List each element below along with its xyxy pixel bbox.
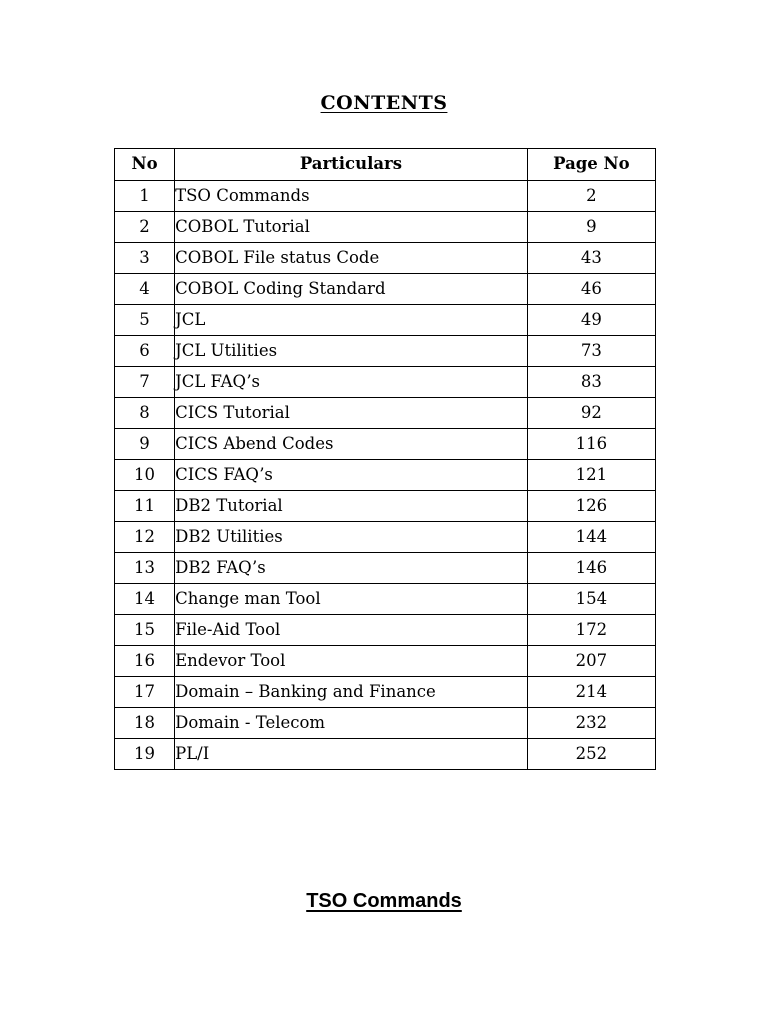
row-page: 144 (527, 522, 655, 553)
row-particulars: File-Aid Tool (175, 615, 528, 646)
row-number: 8 (115, 398, 175, 429)
row-particulars: PL/I (175, 739, 528, 770)
row-page: 83 (527, 367, 655, 398)
row-number: 19 (115, 739, 175, 770)
row-page: 146 (527, 553, 655, 584)
table-row (115, 615, 656, 646)
row-number: 5 (115, 305, 175, 336)
row-particulars: CICS FAQ’s (175, 460, 528, 491)
row-particulars: COBOL File status Code (175, 243, 528, 274)
row-number: 16 (115, 646, 175, 677)
header-no: No (115, 149, 175, 181)
row-page: 116 (527, 429, 655, 460)
row-number: 2 (115, 212, 175, 243)
row-page: 43 (527, 243, 655, 274)
row-number: 13 (115, 553, 175, 584)
row-particulars: Change man Tool (175, 584, 528, 615)
table-row (115, 212, 656, 243)
row-page: 49 (527, 305, 655, 336)
row-particulars: Endevor Tool (175, 646, 528, 677)
table-row (115, 336, 656, 367)
row-page: 9 (527, 212, 655, 243)
row-page: 207 (527, 646, 655, 677)
row-particulars: JCL Utilities (175, 336, 528, 367)
row-particulars: DB2 FAQ’s (175, 553, 528, 584)
row-particulars: DB2 Tutorial (175, 491, 528, 522)
row-page: 252 (527, 739, 655, 770)
row-number: 11 (115, 491, 175, 522)
table-row (115, 522, 656, 553)
table-row (115, 181, 656, 212)
row-page: 214 (527, 677, 655, 708)
row-particulars: COBOL Tutorial (175, 212, 528, 243)
row-number: 14 (115, 584, 175, 615)
table-header-row (115, 149, 656, 181)
row-number: 1 (115, 181, 175, 212)
row-page: 154 (527, 584, 655, 615)
row-page: 2 (527, 181, 655, 212)
table-row (115, 274, 656, 305)
row-page: 126 (527, 491, 655, 522)
row-number: 12 (115, 522, 175, 553)
row-particulars: Domain - Telecom (175, 708, 528, 739)
table-row (115, 305, 656, 336)
table-row (115, 491, 656, 522)
table-row (115, 553, 656, 584)
row-number: 17 (115, 677, 175, 708)
row-page: 46 (527, 274, 655, 305)
row-particulars: TSO Commands (175, 181, 528, 212)
table-row (115, 460, 656, 491)
table-row (115, 243, 656, 274)
row-particulars: DB2 Utilities (175, 522, 528, 553)
row-number: 9 (115, 429, 175, 460)
row-particulars: CICS Abend Codes (175, 429, 528, 460)
contents-title: CONTENTS (320, 92, 448, 114)
row-particulars: JCL FAQ’s (175, 367, 528, 398)
row-number: 10 (115, 460, 175, 491)
row-particulars: JCL (175, 305, 528, 336)
table-row (115, 677, 656, 708)
contents-table (114, 148, 656, 770)
row-number: 15 (115, 615, 175, 646)
row-number: 3 (115, 243, 175, 274)
section-title: TSO Commands (306, 890, 462, 912)
row-page: 92 (527, 398, 655, 429)
table-row (115, 398, 656, 429)
header-page-no: Page No (527, 149, 655, 181)
table-row (115, 708, 656, 739)
table-row (115, 739, 656, 770)
row-page: 232 (527, 708, 655, 739)
row-particulars: Domain – Banking and Finance (175, 677, 528, 708)
header-particulars: Particulars (175, 149, 528, 181)
row-number: 6 (115, 336, 175, 367)
row-number: 7 (115, 367, 175, 398)
row-number: 4 (115, 274, 175, 305)
row-particulars: COBOL Coding Standard (175, 274, 528, 305)
row-page: 172 (527, 615, 655, 646)
table-row (115, 429, 656, 460)
table-row (115, 367, 656, 398)
table-row (115, 584, 656, 615)
row-page: 73 (527, 336, 655, 367)
table-row (115, 646, 656, 677)
row-particulars: CICS Tutorial (175, 398, 528, 429)
row-number: 18 (115, 708, 175, 739)
row-page: 121 (527, 460, 655, 491)
